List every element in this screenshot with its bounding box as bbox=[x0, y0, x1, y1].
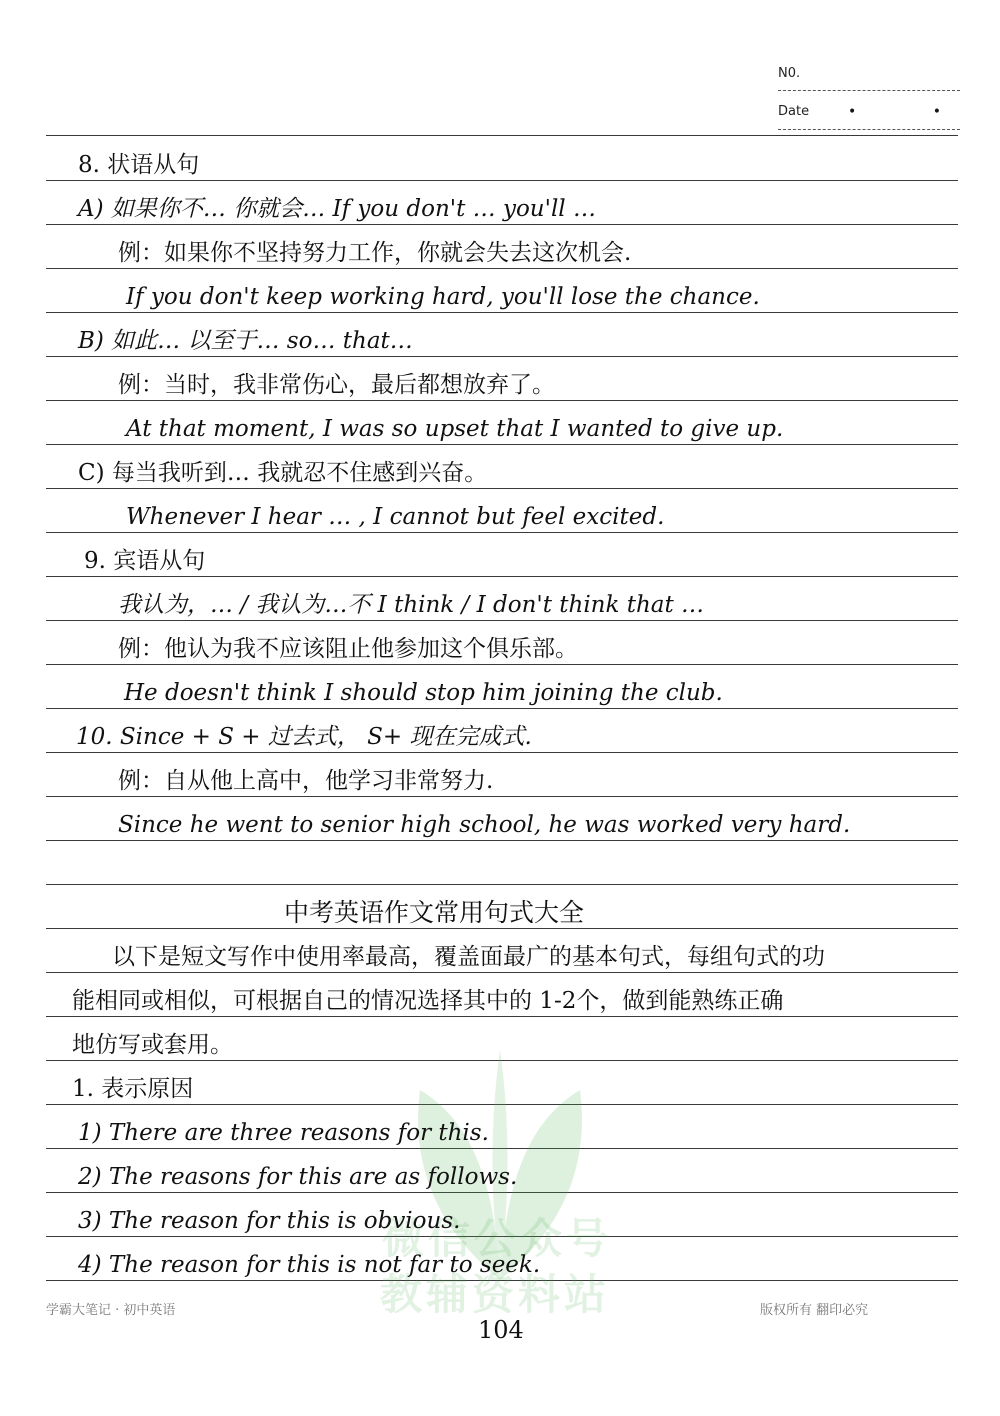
example-line: 例：当时，我非常伤心，最后都想放弃了。 bbox=[118, 372, 555, 398]
date-dots: • • bbox=[848, 104, 977, 120]
ruled-line bbox=[46, 180, 958, 181]
example-line: At that moment, I was so upset that I wanted to give up. bbox=[126, 416, 784, 442]
example-line: He doesn't think I should stop him joining the club. bbox=[124, 680, 723, 706]
section-heading: 9. 宾语从句 bbox=[84, 548, 206, 574]
example-line: 例：如果你不坚持努力工作，你就会失去这次机会. bbox=[118, 240, 632, 266]
ruled-line bbox=[46, 268, 958, 269]
sentence-line: 3) The reason for this is obvious. bbox=[78, 1208, 461, 1234]
ruled-line bbox=[46, 1016, 958, 1017]
example-line: If you don't keep working hard, you'll lose the chance. bbox=[126, 284, 760, 310]
ruled-line bbox=[46, 224, 958, 225]
ruled-line bbox=[46, 708, 958, 709]
ruled-line bbox=[46, 840, 958, 841]
section-heading: 1. 表示原因 bbox=[72, 1076, 194, 1102]
ruled-line bbox=[46, 928, 958, 929]
ruled-line bbox=[46, 1060, 958, 1061]
example-line: Whenever I hear … , I cannot but feel excited. bbox=[126, 504, 665, 530]
note-line: 我认为，… / 我认为…不 I think / I don't think that … bbox=[118, 592, 705, 618]
note-line: A) 如果你不… 你就会… If you don't … you'll … bbox=[78, 196, 596, 222]
ruled-line bbox=[46, 884, 958, 885]
ruled-line bbox=[46, 444, 958, 445]
ruled-line bbox=[46, 796, 958, 797]
sentence-line: 4) The reason for this is not far to seek. bbox=[78, 1252, 541, 1278]
paragraph-line: 能相同或相似，可根据自己的情况选择其中的 1-2个，做到能熟练正确 bbox=[72, 988, 784, 1014]
watermark-text: 微信公众号 bbox=[382, 1214, 613, 1263]
example-line: 例：自从他上高中，他学习非常努力. bbox=[118, 768, 494, 794]
note-line: C) 每当我听到… 我就忍不住感到兴奋。 bbox=[78, 460, 488, 486]
watermark-text: 教辅资料站 bbox=[380, 1270, 611, 1319]
section-heading: 8. 状语从句 bbox=[78, 152, 200, 178]
ruled-line bbox=[46, 1104, 958, 1105]
ruled-line bbox=[46, 312, 958, 313]
ruled-line bbox=[46, 576, 958, 577]
ruled-line bbox=[46, 400, 958, 401]
ruled-line bbox=[46, 135, 958, 136]
sentence-line: 1) There are three reasons for this. bbox=[78, 1120, 489, 1146]
paragraph-line: 地仿写或套用。 bbox=[72, 1032, 233, 1058]
example-line: 例：他认为我不应该阻止他参加这个俱乐部。 bbox=[118, 636, 578, 662]
number-label: N0. bbox=[778, 66, 801, 81]
ruled-line bbox=[46, 1192, 958, 1193]
section-heading: 10. Since + S + 过去式， S+ 现在完成式. bbox=[76, 724, 532, 750]
section-title: 中考英语作文常用句式大全 bbox=[284, 898, 585, 927]
ruled-line bbox=[46, 664, 958, 665]
date-label: Date bbox=[778, 104, 810, 119]
ruled-line bbox=[46, 752, 958, 753]
header-rule bbox=[778, 90, 960, 91]
ruled-line bbox=[46, 972, 958, 973]
footer-right-text: 版权所有 翻印必究 bbox=[760, 1303, 869, 1318]
ruled-line bbox=[46, 356, 958, 357]
ruled-line bbox=[46, 532, 958, 533]
header-rule bbox=[778, 129, 960, 130]
footer-left-text: 学霸大笔记 · 初中英语 bbox=[46, 1303, 176, 1318]
paragraph-line: 以下是短文写作中使用率最高，覆盖面最广的基本句式，每组句式的功 bbox=[112, 944, 825, 970]
example-line: Since he went to senior high school, he was worked very hard. bbox=[118, 812, 851, 838]
ruled-line bbox=[46, 1148, 958, 1149]
ruled-line bbox=[46, 488, 958, 489]
ruled-line bbox=[46, 620, 958, 621]
sentence-line: 2) The reasons for this are as follows. bbox=[78, 1164, 518, 1190]
note-line: B) 如此… 以至于… so… that… bbox=[78, 328, 413, 354]
page-number: 104 bbox=[478, 1316, 524, 1344]
